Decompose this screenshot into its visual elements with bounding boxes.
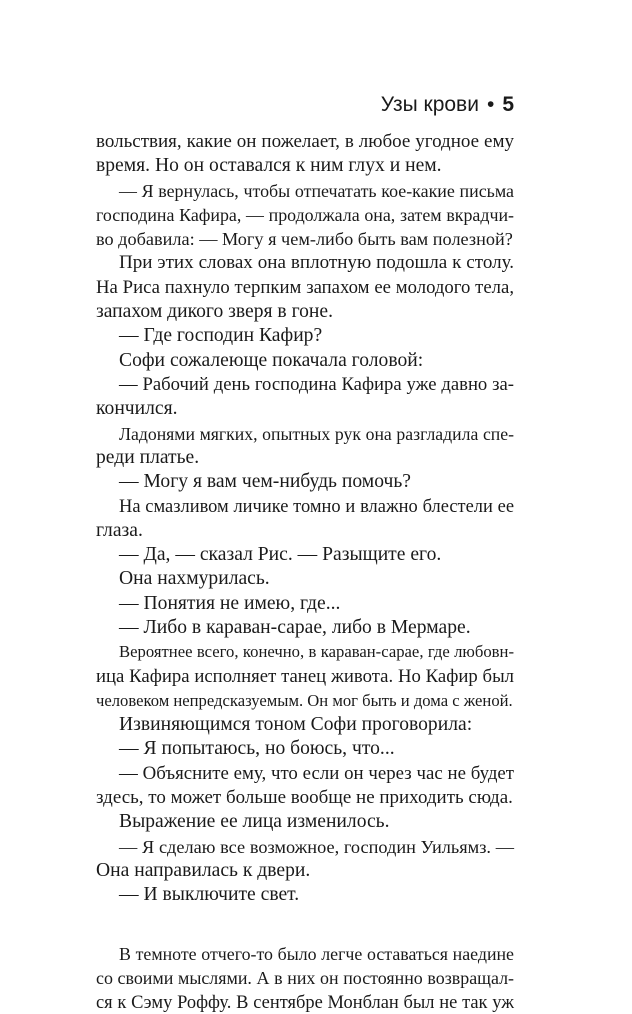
running-header (381, 92, 514, 118)
section-break (96, 908, 514, 942)
text-line: При этих словах она вплотную подошла к столу. (119, 252, 514, 274)
text-line: — Я вернулась, чтобы отпечатать кое-какие письма (119, 180, 514, 201)
header-separator: • (486, 93, 495, 116)
text-line: — Объясните ему, что если он через час не будет (119, 762, 514, 784)
text-line: — Да, — сказал Рис. — Разыщите его. (119, 544, 442, 566)
running-title: Узы крови (380, 93, 479, 116)
text-line: здесь, то может больше вообще не приходить сюда. (96, 787, 513, 809)
text-line: во добавила: — Могу я чем-либо быть вам полезной? (96, 229, 513, 250)
text-line: На смазливом личике томно и влажно блестели ее (119, 496, 514, 517)
text-line: На Риса пахнуло терпким запахом ее молодого тела, (96, 276, 514, 298)
text-line: Извиняющимся тоном Софи проговорила: (119, 714, 473, 736)
body-text (96, 130, 514, 1014)
text-line: кончился. (96, 398, 178, 420)
text-line: господина Кафира, — продолжала она, затем вкрадчи- (96, 204, 514, 225)
text-line: Выражение ее лица изменилось. (119, 811, 390, 833)
text-line: глаза. (96, 519, 143, 541)
text-line: ица Кафира исполняет танец живота. Но Кафир был (96, 665, 514, 687)
text-line: Она нахмурилась. (119, 568, 270, 590)
text-line: Вероятнее всего, конечно, в караван-сарае, где любовн- (119, 642, 514, 662)
text-line: реди платье. (96, 446, 200, 468)
page-number: 5 (502, 93, 514, 116)
text-line: Софи сожалеюще покачала головой: (119, 349, 424, 371)
text-line: время. Но он оставался к ним глух и нем. (96, 155, 442, 177)
text-line: Ладонями мягких, опытных рук она разгладила спе- (119, 423, 514, 444)
text-line: — И выключите свет. (119, 884, 300, 906)
text-line: запахом дикого зверя в гоне. (96, 301, 334, 323)
text-line: ся к Сэму Роффу. В сентябре Монблан был не так уж (96, 992, 514, 1013)
text-line: — Рабочий день господина Кафира уже давно за- (119, 373, 514, 395)
text-line: вольствия, какие он пожелает, в любое угодное ему (96, 131, 514, 152)
text-line: — Либо в караван-сарае, либо в Мермаре. (119, 616, 471, 638)
text-line: — Где господин Кафир? (119, 325, 323, 347)
text-line: человеком непредсказуемым. Он мог быть и дома с женой. (96, 690, 513, 710)
text-line: — Могу я вам чем-нибудь помочь? (119, 471, 411, 493)
text-line: со своими мыслями. А в них он постоянно возвращал- (96, 967, 514, 988)
text-line: — Я попытаюсь, но боюсь, что... (119, 738, 395, 760)
text-line: Она направилась к двери. (96, 859, 311, 881)
text-line: — Я сделаю все возможное, господин Уильямз. — (119, 836, 514, 857)
text-line: — Понятия не имею, где... (119, 592, 341, 614)
text-line: В темноте отчего-то было легче оставаться наедине (119, 943, 514, 964)
